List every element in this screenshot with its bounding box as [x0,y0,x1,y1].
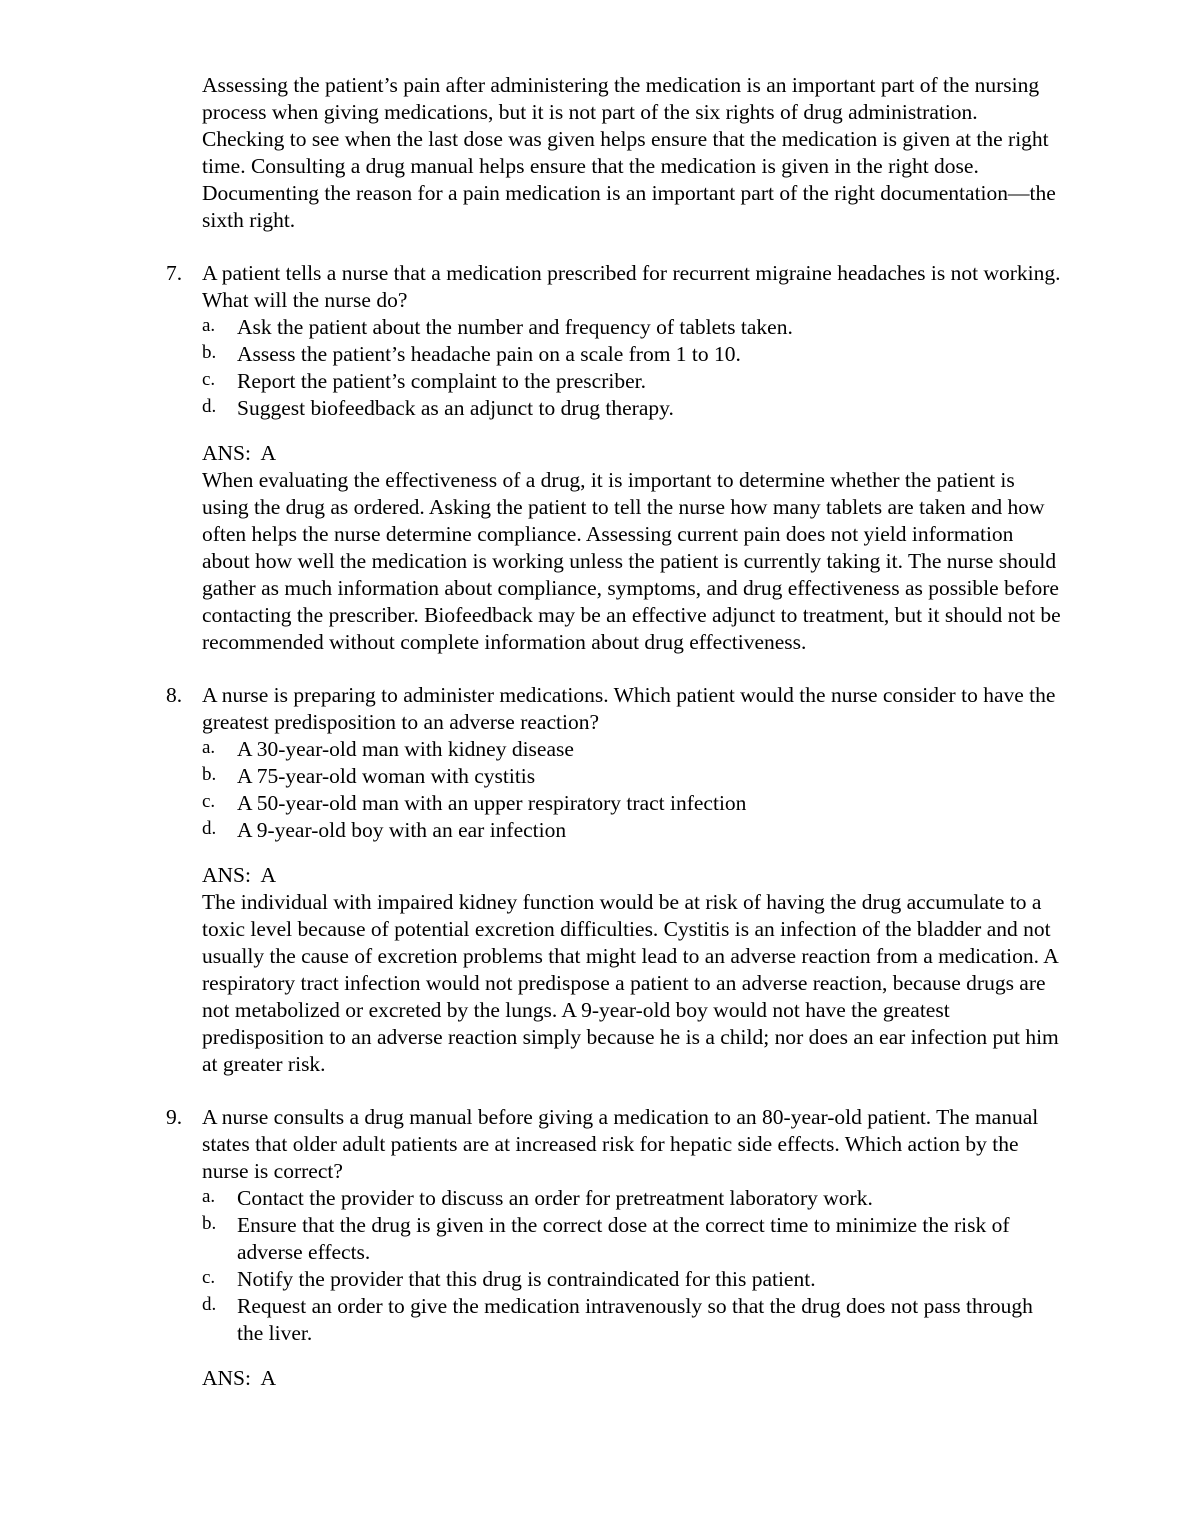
question-stem: A nurse is preparing to administer medications. Which patient would the nurse consider to have the greatest predisposition to an adverse reaction? [202,683,1056,734]
choice-text: Assess the patient’s headache pain on a scale from 1 to 10. [237,342,741,366]
choice-list [202,736,1062,844]
choice-d [202,1293,1062,1347]
choice-text: Report the patient’s complaint to the prescriber. [237,369,646,393]
rationale: The individual with impaired kidney function would be at risk of having the drug accumulate to a toxic level because of potential excretion difficulties. Cystitis is an infection of the bladder and not usually the cause of excretion problems that might lead to an adverse reaction from a medication. A respiratory tract infection would not predispose a patient to an adverse reaction, because drugs are not metabolized or excreted by the lungs. A 9-year-old boy would not have the greatest predisposition to an adverse reaction simply because he is a child; nor does an ear infection put him at greater risk. [202,890,1059,1076]
choice-letter: d. [202,1294,217,1315]
choice-text: A 30-year-old man with kidney disease [237,737,574,761]
question-stem: A nurse consults a drug manual before giving a medication to an 80-year-old patient. The manual states that older adult patients are at increased risk for hepatic side effects. Which action by the nurse is correct? [202,1105,1039,1183]
choice-a [202,1185,1062,1212]
rationale: When evaluating the effectiveness of a drug, it is important to determine whether the patient is using the drug as ordered. Asking the patient to tell the nurse how many tablets are taken and how often helps the nurse determine compliance. Assessing current pain does not yield information about how well the medication is working unless the patient is currently taking it. The nurse should gather as much information about compliance, symptoms, and drug effectiveness as possible before contacting the prescriber. Biofeedback may be an effective adjunct to treatment, but it should not be recommended without complete information about drug effectiveness. [202,468,1061,654]
choice-list [202,314,1062,422]
choice-text: A 9-year-old boy with an ear infection [237,818,567,842]
choice-b [202,763,1062,790]
answer-block [202,1365,1062,1392]
choice-letter: b. [202,1213,217,1234]
question-stem: A patient tells a nurse that a medication prescribed for recurrent migraine headaches is not working. What will the nurse do? [202,261,1061,312]
choice-text: Request an order to give the medication intravenously so that the drug does not pass through the liver. [237,1294,1033,1345]
answer-block [202,440,1062,656]
choice-letter: b. [202,342,217,363]
choice-text: Contact the provider to discuss an order for pretreatment laboratory work. [237,1186,873,1210]
choice-a [202,314,1062,341]
answer-key: ANS: A [202,441,277,465]
question-number: 9. [166,1105,183,1129]
choice-text: Suggest biofeedback as an adjunct to drug therapy. [237,396,674,420]
choice-letter: c. [202,791,216,812]
question-number: 7. [166,261,183,285]
choice-b [202,341,1062,368]
choice-letter: a. [202,315,216,336]
choice-b [202,1212,1062,1266]
question-7 [166,260,1062,656]
choice-text: A 75-year-old woman with cystitis [237,764,536,788]
answer-key: ANS: A [202,1366,277,1390]
page-content [166,72,1062,1392]
choice-text: Notify the provider that this drug is contraindicated for this patient. [237,1267,816,1291]
choice-text: Ask the patient about the number and frequency of tablets taken. [237,315,793,339]
choice-list [202,1185,1062,1347]
choice-d [202,395,1062,422]
choice-d [202,817,1062,844]
choice-letter: c. [202,369,216,390]
choice-c [202,790,1062,817]
question-number: 8. [166,683,183,707]
choice-letter: b. [202,764,217,785]
question-9 [166,1104,1062,1392]
choice-text: A 50-year-old man with an upper respiratory tract infection [237,791,747,815]
choice-text: Ensure that the drug is given in the correct dose at the correct time to minimize the risk of adverse effects. [237,1213,1010,1264]
choice-c [202,1266,1062,1293]
choice-letter: a. [202,737,216,758]
choice-letter: d. [202,396,217,417]
choice-letter: c. [202,1267,216,1288]
choice-letter: d. [202,818,217,839]
intro-rationale: Assessing the patient’s pain after administering the medication is an important part of the nursing process when giving medications, but it is not part of the six rights of drug administration. Checking to see when the last dose was given helps ensure that the medication is given at the right time. Consulting a drug manual helps ensure that the medication is given in the right dose. Documenting the reason for a pain medication is an important part of the right documentation—the sixth right. [202,73,1056,232]
answer-key: ANS: A [202,863,277,887]
choice-a [202,736,1062,763]
choice-c [202,368,1062,395]
question-8 [166,682,1062,1078]
answer-block [202,862,1062,1078]
choice-letter: a. [202,1186,216,1207]
